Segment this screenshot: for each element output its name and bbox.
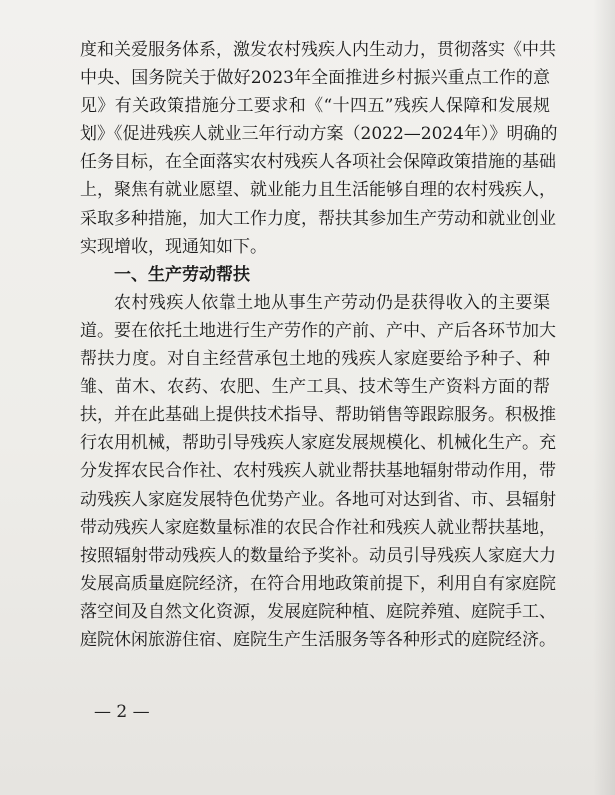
paragraph-line: 任务目标，在全面落实农村残疾人各项社会保障政策措施的基础 xyxy=(80,152,556,173)
section-paragraph-line: 动残疾人家庭发展特色优势产业。各地可对达到省、市、县辐射 xyxy=(80,489,556,510)
paragraph-line: 实现增收，现通知如下。 xyxy=(80,236,267,257)
section-paragraph-line: 行农用机械，帮助引导残疾人家庭发展规模化、机械化生产。充 xyxy=(80,433,556,454)
section-paragraph-line: 落空间及自然文化资源，发展庭院种植、庭院养殖、庭院手工、 xyxy=(80,601,556,622)
paragraph-line: 中央、国务院关于做好2023年全面推进乡村振兴重点工作的意 xyxy=(80,68,550,89)
section-paragraph-line: 扶，并在此基础上提供技术指导、帮助销售等跟踪服务。积极推 xyxy=(80,405,556,426)
paragraph-line: 上，聚焦有就业愿望、就业能力且生活能够自理的农村残疾人， xyxy=(80,180,556,201)
paragraph-line: 划》《促进残疾人就业三年行动方案（2022—2024年）》明确的 xyxy=(80,124,558,145)
section-paragraph-line: 按照辐射带动残疾人的数量给予奖补。动员引导残疾人家庭大力 xyxy=(80,545,556,566)
page-edge-shadow xyxy=(593,0,615,795)
paragraph-line: 见》有关政策措施分工要求和《“十四五”残疾人保障和发展规 xyxy=(80,96,550,117)
document-body xyxy=(80,36,558,654)
section-paragraph-line: 雏、苗木、农药、农肥、生产工具、技术等生产资料方面的帮 xyxy=(80,377,550,398)
section-paragraph-line: 发展高质量庭院经济，在符合用地政策前提下，利用自有家庭院 xyxy=(80,573,556,594)
page-number: — 2 — xyxy=(94,702,150,722)
section-heading: 一、生产劳动帮扶 xyxy=(114,264,250,285)
section-paragraph-line: 道。要在依托土地进行生产劳作的产前、产中、产后各环节加大 xyxy=(80,320,556,341)
section-paragraph-line: 庭院休闲旅游住宿、庭院生产生活服务等各种形式的庭院经济。 xyxy=(80,629,556,650)
paragraph-line: 采取多种措施，加大工作力度，帮扶其参加生产劳动和就业创业 xyxy=(80,208,556,229)
paragraph-line: 度和关爱服务体系，激发农村残疾人内生动力，贯彻落实《中共 xyxy=(80,40,556,60)
section-paragraph-line: 带动残疾人家庭数量标准的农民合作社和残疾人就业帮扶基地， xyxy=(80,517,556,538)
section-paragraph-line: 帮扶力度。对自主经营承包土地的残疾人家庭要给予种子、种 xyxy=(80,349,550,370)
section-paragraph-line: 农村残疾人依靠土地从事生产劳动仍是获得收入的主要渠 xyxy=(114,292,550,313)
section-paragraph-line: 分发挥农民合作社、农村残疾人就业帮扶基地辐射带动作用，带 xyxy=(80,461,556,482)
